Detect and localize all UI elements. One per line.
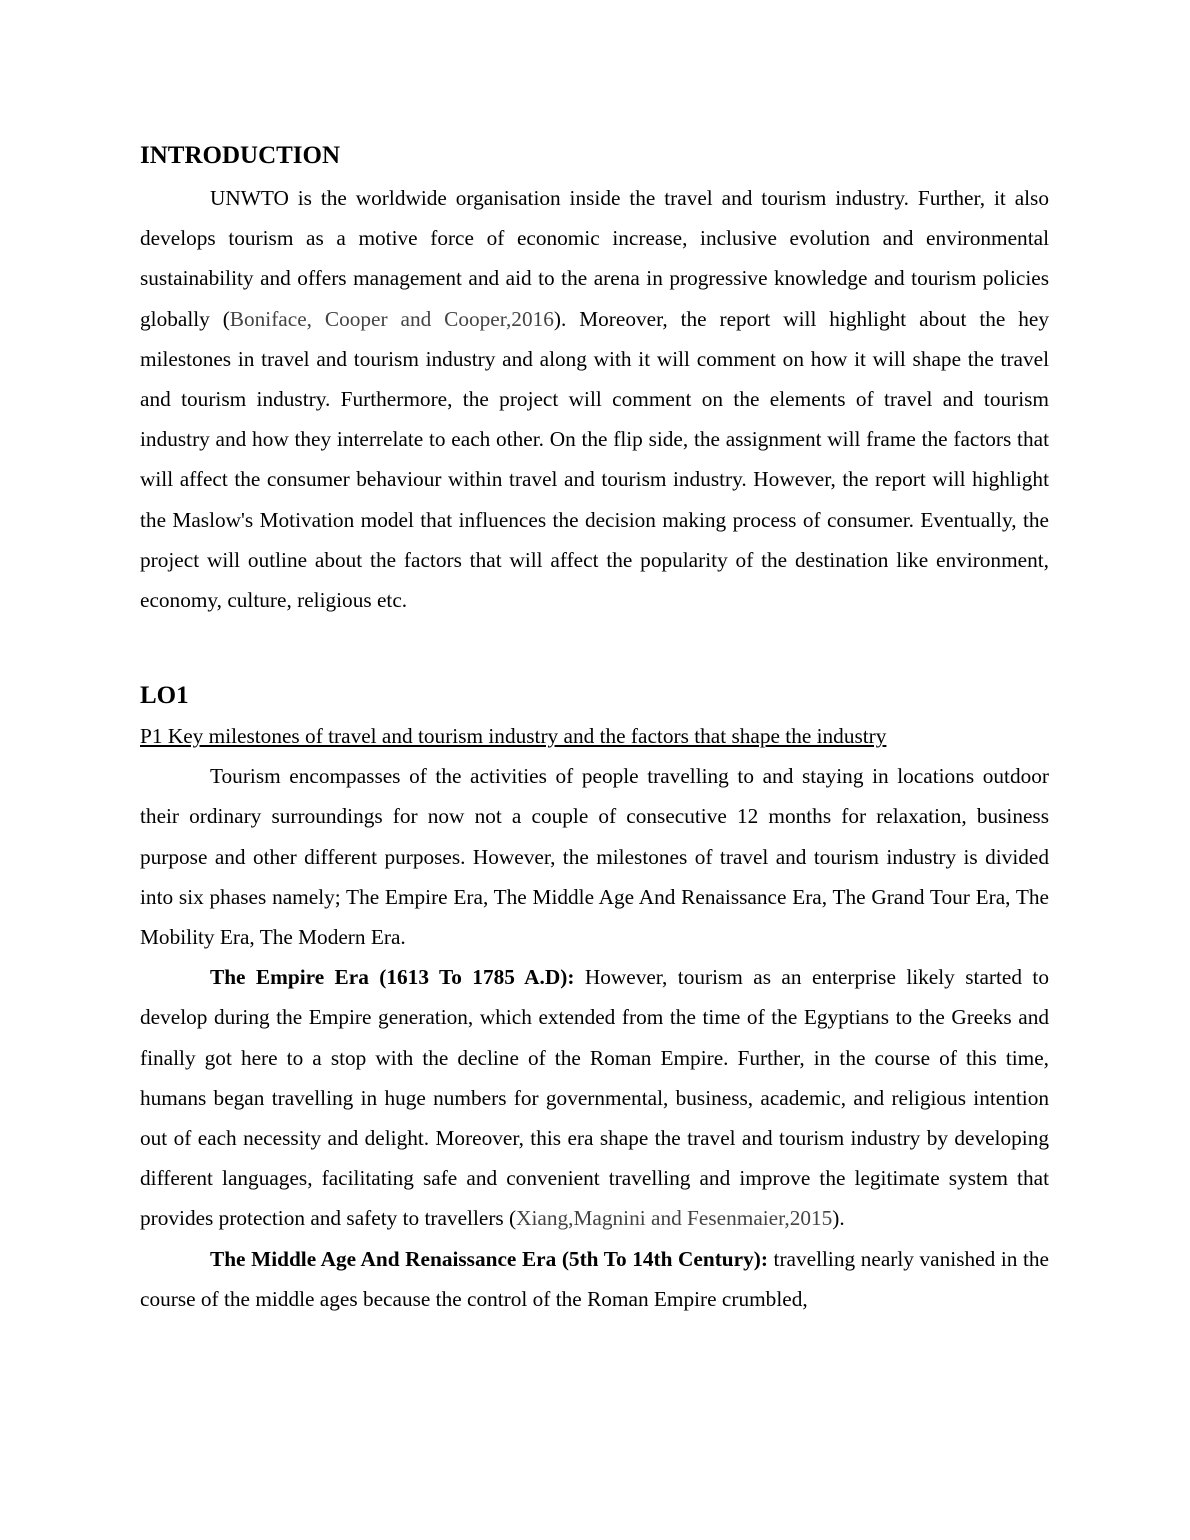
introduction-paragraph [140,178,1049,620]
p1-subheading: P1 Key milestones of travel and tourism industry and the factors that shape the industry [140,724,887,749]
intro-citation: Boniface, Cooper and Cooper,2016 [229,306,554,331]
document-page [140,138,1049,1319]
empire-era-citation: Xiang,Magnini and Fesenmaier,2015 [516,1206,833,1231]
empire-era-paragraph [140,957,1049,1238]
middle-age-paragraph [140,1239,1049,1319]
lo1-heading: LO1 [140,682,189,710]
empire-era-title: The Empire Era (1613 To 1785 A.D): [210,965,575,990]
tourism-paragraph: Tourism encompasses of the activities of people travelling to and staying in locations outdoor their ordinary surroundings for now not a couple of consecutive 12 months for relaxation, business purpose and other different purposes. However, the milestones of travel and tourism industry is divided into six phases namely; The Empire Era, The Middle Age And Renaissance Era, The Grand Tour Era, The Mobility Era, The Modern Era. [140,764,1049,950]
empire-era-text-end: ). [832,1206,845,1231]
intro-text-before: UNWTO is the worldwide organisation inside the travel and tourism industry. Further, it also develops tourism as a motive force of economic increase, inclusive evolution and environmental sustainability and offers management and aid to the arena in progressive knowledge and tourism policies globally ( [140,186,1049,331]
introduction-heading: INTRODUCTION [140,142,341,169]
middle-age-title: The Middle Age And Renaissance Era (5th To 14th Century): [210,1246,768,1271]
intro-text-after: ). Moreover, the report will highlight about the hey milestones in travel and tourism industry and along with it will comment on how it will shape the travel and tourism industry. Furthermore, the project will comment on the elements of travel and tourism industry and how they interrelate to each other. On the flip side, the assignment will frame the factors that will affect the consumer behaviour within travel and tourism industry. However, the report will highlight the Maslow's Motivation model that influences the decision making process of consumer. Eventually, the project will outline about the factors that will affect the popularity of the destination like environment, economy, culture, religious etc. [140,306,1049,613]
empire-era-text: However, tourism as an enterprise likely started to develop during the Empire generation, which extended from the time of the Egyptians to the Greeks and finally got here to a stop with the decline of the Roman Empire. Further, in the course of this time, humans began travelling in huge numbers for governmental, business, academic, and religious intention out of each necessity and delight. Moreover, this era shape the travel and tourism industry by developing different languages, facilitating safe and convenient travelling and improve the legitimate system that provides protection and safety to travellers ( [140,965,1049,1231]
middle-age-text: travelling nearly vanished in the course of the middle ages because the control of the Roman Empire crumbled, [140,1246,1049,1311]
